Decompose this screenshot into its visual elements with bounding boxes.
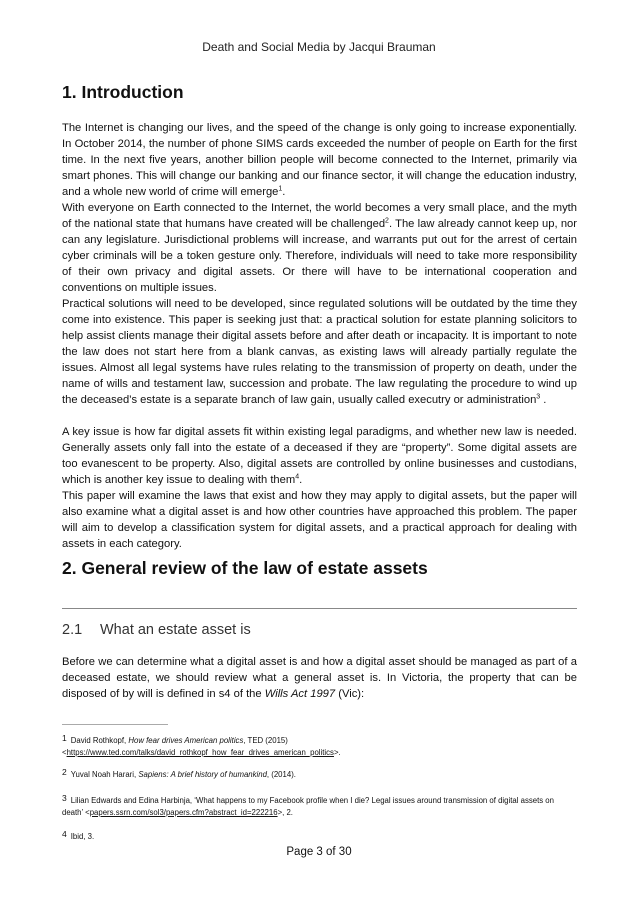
footnote-3: 3 Lilian Edwards and Edina Harbinja, ‘What happens to my Facebook profile when I die? Legal issues around transmission of digital assets on death’ <papers.ssrn.com/sol3/papers.cfm?abstract_id=222216>, 2. <box>62 793 554 817</box>
subsection-title: What an estate asset is <box>100 622 251 638</box>
intro-paragraph-1: The Internet is changing our lives, and the speed of the change is only going to increase exponentially. In October 2014, the number of phone SIMS cards exceeded the number of people on Earth for the first time. In the next five years, another billion people will become connected to the Internet, primarily via smart phones. This will change our banking and our finance sector, it will change the education industry, and a whole new world of crime will emerge$^1$. <box>62 122 577 198</box>
intro-paragraph-4: A key issue is how far digital assets fit within existing legal paradigms, and whether new law is needed. Generally assets only fall into the estate of a deceased if they are “property”. Some digital assets are too evanescent to be property. Also, digital assets are controlled by online businesses and custodians, which is another key issue to dealing with them$^4$. <box>62 426 577 486</box>
subsection-2-1-heading <box>62 622 251 638</box>
act-title: Wills Act 1997 <box>264 688 336 700</box>
footnote-ref-1[interactable]: 1 <box>278 185 283 193</box>
footnote-3-link[interactable]: papers.ssrn.com/sol3/papers.cfm?abstract_id=222216 <box>89 808 278 817</box>
section-2-heading: 2. General review of the law of estate assets <box>62 558 428 578</box>
footnote-ref-4[interactable]: 4 <box>295 473 300 481</box>
section-1-heading: 1. Introduction <box>62 82 184 102</box>
intro-paragraph-2: With everyone on Earth connected to the Internet, the world becomes a very small place, and the myth of the national state that humans have created will be challenged$^2$. The law already cannot keep up, nor can any legislature. Jurisdictional problems will increase, and warrants put out for the arrest of certain cyber criminals will be a token gesture only. Therefore, individuals will need to take more responsibility of their own privacy and digital assets. Or there will have to be international cooperation and conventions on multiple issues. <box>62 202 577 294</box>
footnote-ref-2[interactable]: 2 <box>385 217 389 225</box>
running-header: Death and Social Media by Jacqui Brauman <box>202 40 436 54</box>
subsection-number: 2.1 <box>62 622 83 638</box>
intro-paragraph-3: Practical solutions will need to be developed, since regulated solutions will be outdated by the time they come into existence. This paper is seeking just that: a practical solution for estate planning solicitors to help assist clients manage their digital assets before and after death or incapacity. It is important to note the law does not start here from a blank canvas, as existing laws will already partially regulate the issues. Almost all legal systems have rules relating to the transmission of property on death, under the name of wills and testament law, succession and probate. The law regulating the procedure to wind up the deceased’s estate is a separate branch of law gain, usually called executry or administration$^3$ . <box>62 298 577 406</box>
page-number: Page 3 of 30 <box>286 846 352 858</box>
intro-paragraph-5: This paper will examine the laws that exist and how they may apply to digital assets, but the paper will also examine what a digital asset is and how other countries have approached this problem. The paper will aim to develop a classification system for digital assets, and a practical approach for dealing with assets in each category. <box>62 490 577 550</box>
footnote-1-link[interactable]: https://www.ted.com/talks/david_rothkopf_how_fear_drives_american_politics <box>66 748 334 757</box>
subsection-divider <box>62 608 577 609</box>
footnote-4: 4 Ibid, 3. <box>62 829 95 841</box>
footnote-1: 1 David Rothkopf, How fear drives American politics, TED (2015) <https://www.ted.com/talks/david_rothkopf_how_fear_drives_american_politics>. <box>62 733 341 757</box>
footnote-separator <box>62 724 168 725</box>
footnote-2: 2 Yuval Noah Harari, Sapiens: A brief history of humankind, (2014). <box>62 767 296 779</box>
section-2-paragraph-1: Before we can determine what a digital asset is and how a digital asset should be managed as part of a deceased estate, we should review what a general asset is. In Victoria, the property that can be disposed of by will is defined in s4 of the Wills Act 1997 (Vic): <box>62 656 577 700</box>
footnote-ref-3[interactable]: 3 <box>536 393 541 401</box>
